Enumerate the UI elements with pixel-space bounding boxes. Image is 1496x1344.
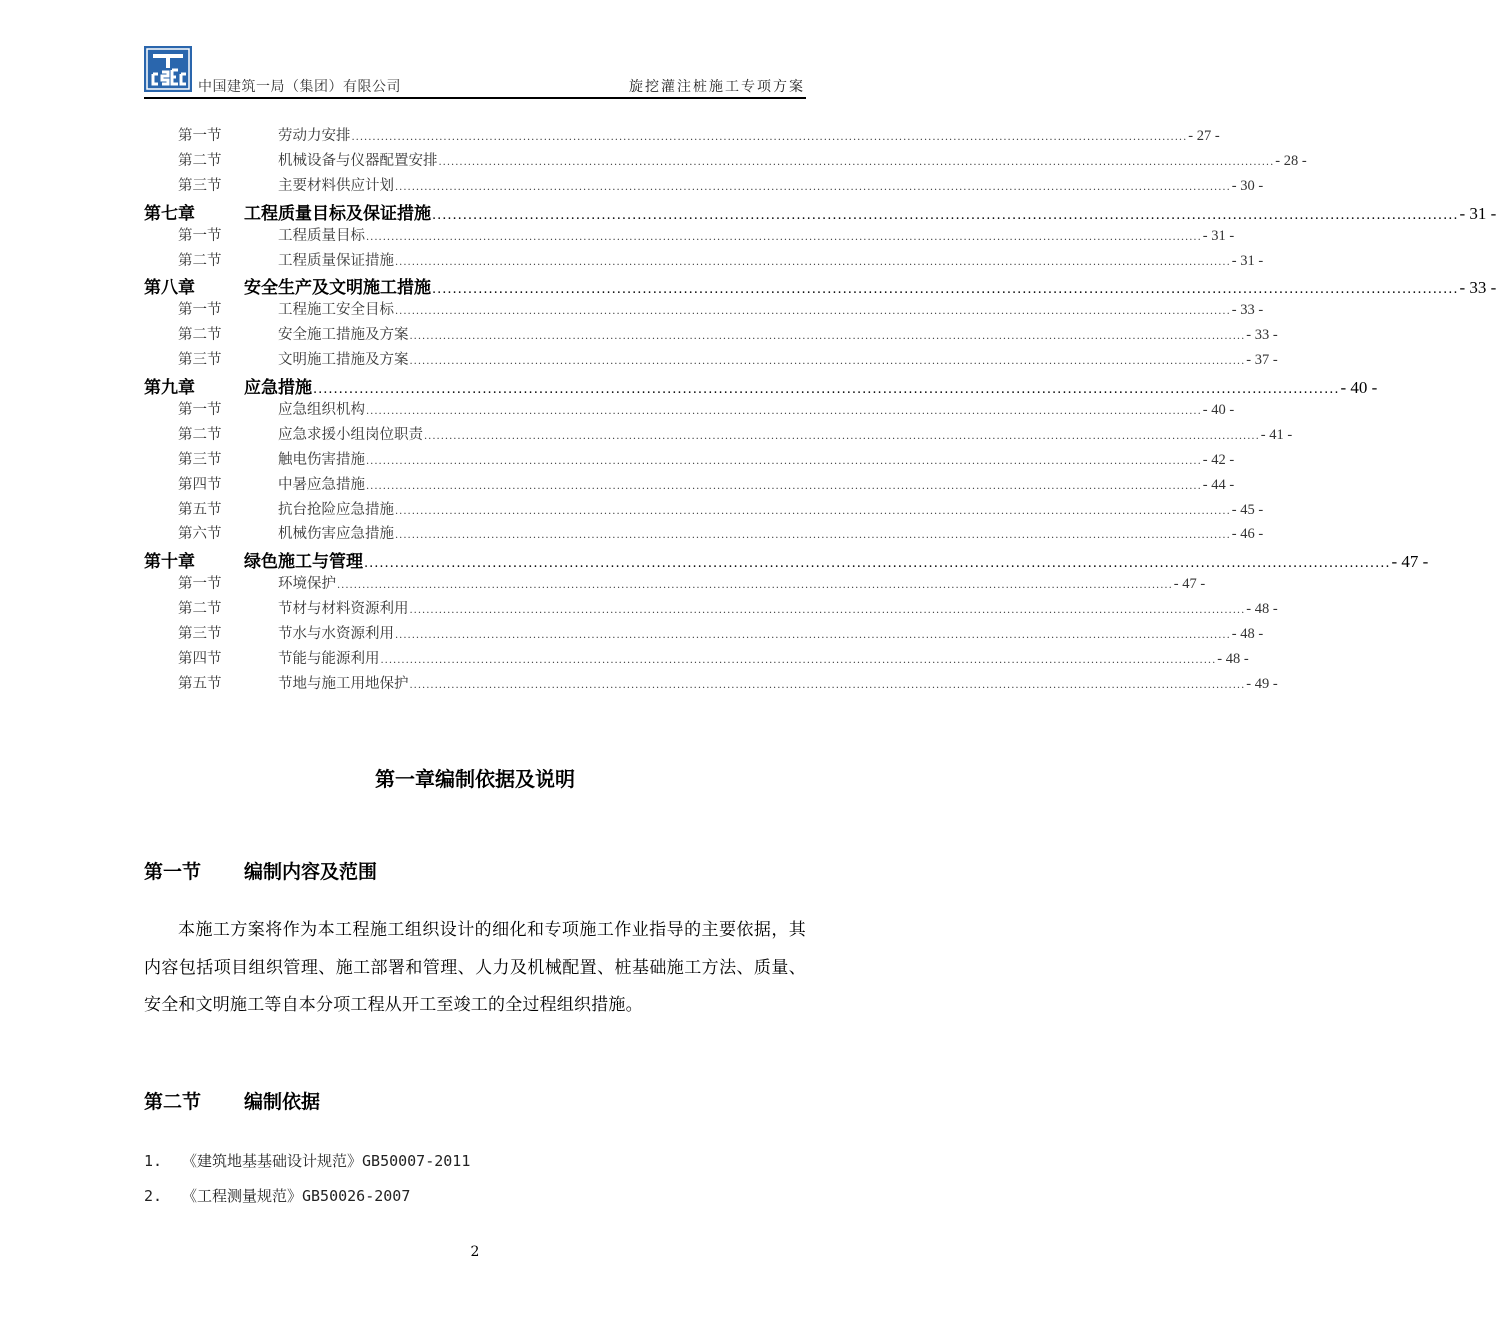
toc-entry-title: 应急求援小组岗位职责	[278, 426, 423, 443]
toc-dot-leader: ........................................................................................................................................................................................................	[395, 630, 1231, 641]
toc-dot-leader: ........................................................................................................................................................................................................	[395, 256, 1231, 268]
toc-dot-leader: ........................................................................................................................................................................................................	[366, 480, 1202, 492]
toc-section-entry[interactable]	[0, 224, 1235, 249]
toc-entry-page: - 33 -	[1459, 278, 1496, 298]
toc-dot-leader: ........................................................................................................................................................................................................	[395, 530, 1231, 542]
toc-section-entry[interactable]	[0, 323, 1278, 348]
toc-entry-number: 第四节	[178, 650, 222, 667]
section-heading	[144, 857, 377, 884]
section-title: 编制内容及范围	[244, 861, 378, 883]
toc-entry-title: 触电伤害措施	[278, 451, 365, 468]
toc-entry-page: - 31 -	[1202, 227, 1235, 244]
toc-dot-leader: ........................................................................................................................................................................................................	[364, 556, 1391, 572]
toc-dot-leader: ........................................................................................................................................................................................................	[432, 282, 1459, 298]
section-heading	[144, 1087, 320, 1114]
toc-entry-title: 机械设备与仪器配置安排	[278, 152, 438, 169]
toc-entry-page: - 45 -	[1231, 501, 1264, 518]
toc-entry-page: - 46 -	[1231, 526, 1264, 543]
toc-entry-title: 工程施工安全目标	[278, 302, 394, 319]
toc-section-entry[interactable]	[0, 498, 1264, 523]
toc-entry-page: - 44 -	[1202, 476, 1235, 493]
toc-entry-page: - 27 -	[1188, 128, 1220, 144]
toc-entry-number: 第三节	[178, 451, 222, 468]
toc-entry-page: - 48 -	[1231, 626, 1264, 642]
toc-entry-title: 劳动力安排	[278, 128, 351, 144]
toc-dot-leader: ........................................................................................................................................................................................................	[337, 580, 1173, 592]
toc-entry-page: - 42 -	[1202, 451, 1235, 468]
reference-text: 《工程测量规范》GB50026-2007	[182, 1187, 411, 1205]
toc-dot-leader: ........................................................................................................................................................................................................	[409, 605, 1246, 617]
toc-entry-title: 安全施工措施及方案	[278, 327, 409, 344]
toc-section-entry[interactable]	[0, 597, 1278, 622]
toc-dot-leader: ........................................................................................................................................................................................................	[409, 356, 1246, 368]
toc-chapter-entry[interactable]	[0, 547, 1429, 573]
toc-entry-title: 工程质量保证措施	[278, 252, 394, 269]
toc-entry-title: 环境保护	[278, 576, 336, 593]
toc-dot-leader: ........................................................................................................................................................................................................	[438, 156, 1275, 168]
reference-number: 1.	[144, 1152, 163, 1170]
toc-entry-number: 第八章	[144, 278, 195, 299]
toc-entry-page: - 33 -	[1246, 327, 1278, 344]
toc-entry-title: 机械伤害应急措施	[278, 526, 394, 543]
toc-dot-leader: ........................................................................................................................................................................................................	[409, 331, 1246, 343]
toc-dot-leader: ........................................................................................................................................................................................................	[351, 132, 1188, 143]
chapter-title: 第一章编制依据及说明	[375, 767, 575, 791]
toc-dot-leader: ........................................................................................................................................................................................................	[366, 231, 1202, 243]
toc-entry-title: 工程质量目标	[278, 227, 365, 244]
toc-section-entry[interactable]	[0, 572, 1206, 597]
toc-entry-page: - 40 -	[1202, 401, 1235, 418]
toc-entry-title: 抗台抢险应急措施	[278, 501, 394, 518]
reference-item	[144, 1150, 470, 1171]
toc-entry-number: 第二节	[178, 252, 222, 269]
toc-section-entry[interactable]	[0, 647, 1249, 672]
toc-entry-number: 第五节	[178, 501, 222, 518]
toc-entry-number: 第二节	[178, 426, 222, 443]
toc-dot-leader: ........................................................................................................................................................................................................	[380, 654, 1217, 666]
toc-section-entry[interactable]	[0, 149, 1307, 174]
toc-section-entry[interactable]	[0, 298, 1264, 323]
toc-entry-title: 节水与水资源利用	[278, 626, 394, 642]
toc-entry-title: 文明施工措施及方案	[278, 352, 409, 369]
toc-section-entry[interactable]	[0, 348, 1278, 373]
toc-entry-page: - 48 -	[1217, 650, 1249, 667]
toc-entry-number: 第七章	[144, 203, 195, 224]
reference-number: 2.	[144, 1187, 163, 1205]
toc-entry-number: 第二节	[178, 601, 222, 618]
toc-entry-page: - 31 -	[1459, 203, 1496, 223]
section-title: 编制依据	[244, 1091, 321, 1113]
toc-entry-number: 第一节	[178, 128, 222, 144]
toc-entry-number: 第十章	[144, 552, 195, 573]
toc-dot-leader: ........................................................................................................................................................................................................	[409, 679, 1246, 691]
toc-entry-number: 第一节	[178, 302, 222, 319]
toc-entry-title: 工程质量目标及保证措施	[244, 203, 431, 224]
toc-entry-number: 第三节	[178, 177, 222, 194]
toc-section-entry[interactable]	[0, 249, 1264, 274]
toc-entry-page: - 28 -	[1275, 152, 1307, 169]
cscec-logo	[144, 46, 192, 92]
toc-entry-page: - 41 -	[1260, 426, 1293, 443]
toc-entry-number: 第一节	[178, 401, 222, 418]
toc-entry-page: - 48 -	[1246, 601, 1278, 618]
toc-entry-page: - 40 -	[1340, 378, 1378, 397]
toc-entry-number: 第二节	[178, 152, 222, 169]
toc-chapter-entry[interactable]	[0, 373, 1378, 398]
toc-entry-page: - 49 -	[1246, 675, 1278, 692]
toc-entry-page: - 37 -	[1246, 352, 1278, 369]
toc-entry-number: 第一节	[178, 227, 222, 244]
toc-entry-page: - 47 -	[1391, 552, 1429, 572]
toc-entry-page: - 47 -	[1173, 576, 1206, 593]
toc-dot-leader: ........................................................................................................................................................................................................	[432, 207, 1459, 223]
toc-dot-leader: ........................................................................................................................................................................................................	[395, 181, 1231, 193]
toc-entry-title: 应急组织机构	[278, 401, 365, 418]
toc-entry-page: - 30 -	[1231, 177, 1264, 194]
section-number: 第一节	[144, 861, 202, 883]
toc-entry-number: 第六节	[178, 526, 222, 543]
body-paragraph: 本施工方案将作为本工程施工组织设计的细化和专项施工作业指导的主要依据，其内容包括项目组织管理、施工部署和管理、人力及机械配置、桩基础施工方法、质量、安全和文明施工等自本分项工程从开工至竣工的全过程组织措施。	[144, 920, 806, 1015]
toc-entry-page: - 33 -	[1231, 302, 1264, 319]
page-number: 2	[470, 1244, 480, 1260]
toc-entry-title: 节材与材料资源利用	[278, 601, 409, 618]
document-title: 旋挖灌注桩施工专项方案	[629, 79, 805, 95]
toc-entry-title: 安全生产及文明施工措施	[244, 278, 431, 299]
toc-entry-number: 第四节	[178, 476, 222, 493]
toc-chapter-entry[interactable]	[0, 273, 1496, 299]
reference-item	[144, 1185, 410, 1206]
toc-dot-leader: ........................................................................................................................................................................................................	[395, 505, 1231, 517]
toc-section-entry[interactable]	[0, 672, 1278, 697]
toc-section-entry[interactable]	[0, 124, 1220, 149]
toc-entry-title: 节能与能源利用	[278, 650, 380, 667]
toc-entry-number: 第一节	[178, 576, 222, 593]
toc-dot-leader: ........................................................................................................................................................................................................	[366, 405, 1202, 417]
toc-entry-title: 绿色施工与管理	[244, 552, 363, 573]
toc-entry-title: 应急措施	[244, 378, 312, 398]
company-name: 中国建筑一局（集团）有限公司	[198, 79, 401, 95]
toc-section-entry[interactable]	[0, 174, 1264, 199]
toc-dot-leader: ........................................................................................................................................................................................................	[366, 455, 1202, 467]
toc-dot-leader: ........................................................................................................................................................................................................	[395, 306, 1231, 318]
toc-entry-title: 节地与施工用地保护	[278, 675, 409, 692]
toc-entry-page: - 31 -	[1231, 252, 1264, 269]
toc-section-entry[interactable]	[0, 522, 1264, 547]
toc-chapter-entry[interactable]	[0, 199, 1496, 224]
reference-text: 《建筑地基基础设计规范》GB50007-2011	[182, 1152, 471, 1170]
toc-entry-number: 第三节	[178, 352, 222, 369]
toc-section-entry[interactable]	[0, 622, 1264, 647]
toc-section-entry[interactable]	[0, 398, 1235, 423]
section-number: 第二节	[144, 1091, 202, 1113]
toc-entry-number: 第二节	[178, 327, 222, 344]
toc-section-entry[interactable]	[0, 423, 1293, 448]
toc-entry-number: 第三节	[178, 626, 222, 642]
toc-entry-number: 第九章	[144, 378, 195, 398]
toc-dot-leader: ........................................................................................................................................................................................................	[313, 382, 1340, 397]
header-rule	[144, 97, 806, 99]
toc-dot-leader: ........................................................................................................................................................................................................	[424, 430, 1260, 442]
toc-entry-number: 第五节	[178, 675, 222, 692]
toc-entry-title: 主要材料供应计划	[278, 177, 394, 194]
toc-entry-title: 中暑应急措施	[278, 476, 365, 493]
toc-section-entry[interactable]	[0, 473, 1235, 498]
toc-section-entry[interactable]	[0, 448, 1235, 473]
